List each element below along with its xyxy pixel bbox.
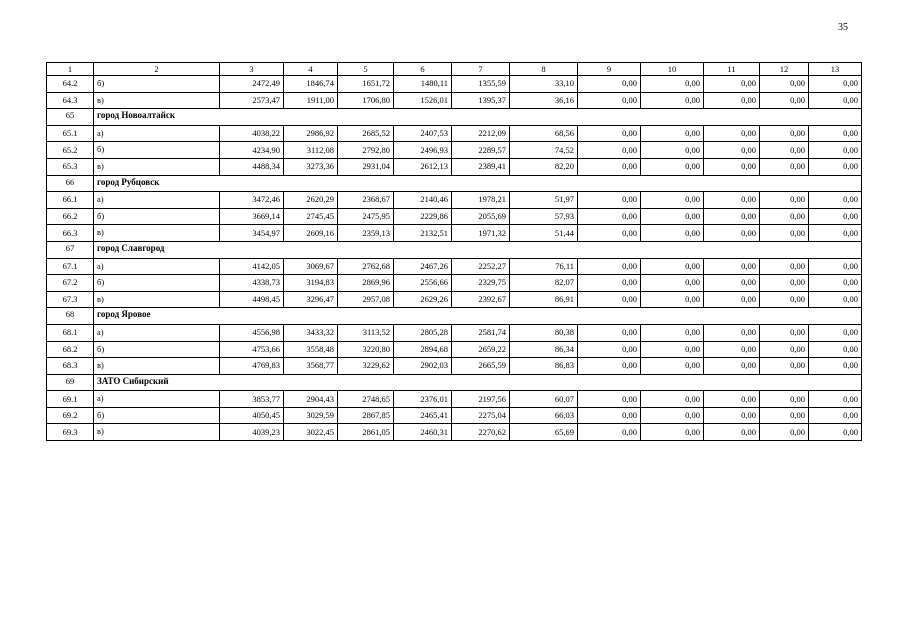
table-cell: 3296,47	[284, 291, 338, 308]
section-number: 67	[47, 241, 94, 258]
row-number: 68.2	[47, 341, 94, 358]
table-cell: 0,00	[704, 341, 760, 358]
table-cell: 0,00	[704, 76, 760, 93]
table-cell: 74,52	[510, 142, 578, 159]
column-header: 1	[47, 63, 94, 76]
table-cell: 66,03	[510, 407, 578, 424]
table-cell: 2792,80	[338, 142, 394, 159]
table-cell: 0,00	[809, 291, 862, 308]
table-row	[47, 208, 862, 225]
row-number: 68.3	[47, 358, 94, 375]
table-cell: 0,00	[641, 391, 704, 408]
table-cell: 3558,48	[284, 341, 338, 358]
table-cell: 2609,16	[284, 225, 338, 242]
section-title: город Яровое	[94, 308, 862, 325]
table-cell: 0,00	[641, 324, 704, 341]
table-cell: 3022,45	[284, 424, 338, 441]
column-number-row	[47, 63, 862, 76]
table-cell: 0,00	[704, 391, 760, 408]
column-header: 12	[760, 63, 809, 76]
table-cell: 2229,86	[394, 208, 452, 225]
table-cell: 0,00	[641, 258, 704, 275]
table-cell: 2957,08	[338, 291, 394, 308]
table-cell: 3220,80	[338, 341, 394, 358]
table-cell: 0,00	[760, 275, 809, 292]
table-cell: 2805,28	[394, 324, 452, 341]
table-cell: 0,00	[809, 258, 862, 275]
table-cell: 0,00	[578, 208, 641, 225]
row-number: 67.3	[47, 291, 94, 308]
table-cell: 0,00	[704, 258, 760, 275]
table-cell: 0,00	[760, 407, 809, 424]
page-number: 35	[838, 22, 848, 33]
table-cell: 65,69	[510, 424, 578, 441]
table-cell: 0,00	[578, 258, 641, 275]
table-cell: 0,00	[809, 407, 862, 424]
table-cell: 0,00	[641, 424, 704, 441]
row-number: 66.3	[47, 225, 94, 242]
table-cell: 0,00	[760, 125, 809, 142]
table-cell: 60,07	[510, 391, 578, 408]
section-row	[47, 175, 862, 192]
table-cell: 3112,08	[284, 142, 338, 159]
table-cell: 0,00	[578, 125, 641, 142]
table-cell: 0,00	[760, 391, 809, 408]
row-variant: в)	[94, 92, 220, 109]
table-cell: 4234,90	[220, 142, 284, 159]
column-header: 13	[809, 63, 862, 76]
table-cell: 3454,97	[220, 225, 284, 242]
table-cell: 1706,80	[338, 92, 394, 109]
row-number: 65.2	[47, 142, 94, 159]
table-row	[47, 341, 862, 358]
column-header: 4	[284, 63, 338, 76]
table-cell: 4498,45	[220, 291, 284, 308]
table-cell: 2270,62	[452, 424, 510, 441]
table-cell: 0,00	[760, 225, 809, 242]
table-cell: 2665,59	[452, 358, 510, 375]
table-cell: 2460,31	[394, 424, 452, 441]
table-cell: 0,00	[641, 76, 704, 93]
table-cell: 0,00	[704, 125, 760, 142]
table-row	[47, 275, 862, 292]
table-cell: 3669,14	[220, 208, 284, 225]
table-cell: 2252,27	[452, 258, 510, 275]
table-cell: 0,00	[760, 358, 809, 375]
table-cell: 0,00	[704, 291, 760, 308]
table-row	[47, 125, 862, 142]
table-cell: 0,00	[578, 275, 641, 292]
table-cell: 4038,22	[220, 125, 284, 142]
table-row	[47, 92, 862, 109]
table-cell: 0,00	[641, 358, 704, 375]
table-cell: 68,56	[510, 125, 578, 142]
table-cell: 0,00	[641, 407, 704, 424]
table-cell: 4050,45	[220, 407, 284, 424]
row-variant: а)	[94, 258, 220, 275]
table-cell: 2055,69	[452, 208, 510, 225]
table-cell: 0,00	[704, 92, 760, 109]
table-cell: 3069,67	[284, 258, 338, 275]
table-row	[47, 142, 862, 159]
table-cell: 2685,52	[338, 125, 394, 142]
row-number: 69.3	[47, 424, 94, 441]
row-variant: а)	[94, 391, 220, 408]
table-cell: 2573,47	[220, 92, 284, 109]
table-cell: 82,20	[510, 158, 578, 175]
table-cell: 1355,59	[452, 76, 510, 93]
section-row	[47, 374, 862, 391]
column-header: 9	[578, 63, 641, 76]
table-row	[47, 358, 862, 375]
table-cell: 2140,46	[394, 192, 452, 209]
table-cell: 2869,96	[338, 275, 394, 292]
section-row	[47, 241, 862, 258]
table-cell: 2629,26	[394, 291, 452, 308]
table-cell: 51,44	[510, 225, 578, 242]
table-cell: 0,00	[578, 391, 641, 408]
column-header: 11	[704, 63, 760, 76]
row-number: 65.3	[47, 158, 94, 175]
row-variant: б)	[94, 208, 220, 225]
table-cell: 3853,77	[220, 391, 284, 408]
table-cell: 0,00	[760, 258, 809, 275]
table-cell: 2556,66	[394, 275, 452, 292]
table-cell: 0,00	[578, 142, 641, 159]
table-cell: 0,00	[641, 125, 704, 142]
column-header: 2	[94, 63, 220, 76]
table-cell: 2467,26	[394, 258, 452, 275]
row-variant: в)	[94, 225, 220, 242]
row-variant: а)	[94, 192, 220, 209]
table-cell: 4338,73	[220, 275, 284, 292]
table-cell: 4488,34	[220, 158, 284, 175]
section-title: город Славгород	[94, 241, 862, 258]
table-cell: 0,00	[809, 391, 862, 408]
table-cell: 0,00	[704, 275, 760, 292]
table-cell: 0,00	[641, 158, 704, 175]
table-cell: 2407,53	[394, 125, 452, 142]
table-cell: 86,83	[510, 358, 578, 375]
table-cell: 0,00	[760, 291, 809, 308]
table-row	[47, 192, 862, 209]
table-cell: 0,00	[578, 92, 641, 109]
table-cell: 1846,74	[284, 76, 338, 93]
table-cell: 0,00	[809, 192, 862, 209]
table-cell: 2465,41	[394, 407, 452, 424]
table-row	[47, 225, 862, 242]
row-number: 64.2	[47, 76, 94, 93]
table-cell: 0,00	[704, 192, 760, 209]
table-cell: 86,91	[510, 291, 578, 308]
table-cell: 0,00	[809, 358, 862, 375]
table-cell: 1971,32	[452, 225, 510, 242]
table-cell: 4142,05	[220, 258, 284, 275]
table-row	[47, 324, 862, 341]
table-cell: 2329,75	[452, 275, 510, 292]
table-cell: 0,00	[704, 142, 760, 159]
table-cell: 2392,67	[452, 291, 510, 308]
table-cell: 2289,57	[452, 142, 510, 159]
table-cell: 2368,67	[338, 192, 394, 209]
row-variant: в)	[94, 158, 220, 175]
table-cell: 2745,45	[284, 208, 338, 225]
table-cell: 0,00	[760, 158, 809, 175]
table-cell: 2376,01	[394, 391, 452, 408]
table-cell: 0,00	[760, 142, 809, 159]
section-title: город Рубцовск	[94, 175, 862, 192]
table-cell: 3433,32	[284, 324, 338, 341]
row-number: 67.1	[47, 258, 94, 275]
table-cell: 0,00	[704, 324, 760, 341]
table-cell: 36,16	[510, 92, 578, 109]
row-number: 67.2	[47, 275, 94, 292]
table-cell: 76,11	[510, 258, 578, 275]
table-cell: 33,10	[510, 76, 578, 93]
table-cell: 0,00	[578, 192, 641, 209]
table-cell: 0,00	[704, 208, 760, 225]
table-cell: 4556,98	[220, 324, 284, 341]
table-cell: 2986,92	[284, 125, 338, 142]
section-title: город Новоалтайск	[94, 109, 862, 126]
column-header: 10	[641, 63, 704, 76]
table-row	[47, 391, 862, 408]
table-cell: 0,00	[809, 125, 862, 142]
table-cell: 4769,83	[220, 358, 284, 375]
table-cell: 2748,65	[338, 391, 394, 408]
table-cell: 2894,68	[394, 341, 452, 358]
table-cell: 2931,04	[338, 158, 394, 175]
table-row	[47, 407, 862, 424]
table-cell: 2620,29	[284, 192, 338, 209]
table-cell: 0,00	[704, 158, 760, 175]
table-cell: 0,00	[578, 324, 641, 341]
table-cell: 2659,22	[452, 341, 510, 358]
table-cell: 0,00	[809, 324, 862, 341]
table-cell: 2496,93	[394, 142, 452, 159]
table-cell: 0,00	[578, 424, 641, 441]
table-cell: 0,00	[641, 291, 704, 308]
table-cell: 4039,23	[220, 424, 284, 441]
column-header: 7	[452, 63, 510, 76]
row-variant: б)	[94, 76, 220, 93]
row-number: 64.3	[47, 92, 94, 109]
table-cell: 0,00	[641, 225, 704, 242]
table-row	[47, 424, 862, 441]
table-cell: 0,00	[809, 208, 862, 225]
table-cell: 0,00	[578, 158, 641, 175]
row-variant: в)	[94, 291, 220, 308]
section-title: ЗАТО Сибирский	[94, 374, 862, 391]
table-cell: 0,00	[760, 76, 809, 93]
column-header: 3	[220, 63, 284, 76]
table-cell: 2212,09	[452, 125, 510, 142]
table-cell: 0,00	[809, 225, 862, 242]
row-variant: в)	[94, 358, 220, 375]
table-body	[47, 76, 862, 441]
table-cell: 0,00	[809, 341, 862, 358]
row-variant: б)	[94, 142, 220, 159]
table-cell: 0,00	[641, 142, 704, 159]
table-cell: 0,00	[704, 407, 760, 424]
section-number: 66	[47, 175, 94, 192]
section-row	[47, 109, 862, 126]
table-cell: 0,00	[809, 142, 862, 159]
table-cell: 0,00	[760, 192, 809, 209]
table-cell: 0,00	[760, 208, 809, 225]
table-cell: 0,00	[578, 225, 641, 242]
row-variant: б)	[94, 407, 220, 424]
table-cell: 2867,85	[338, 407, 394, 424]
table-cell: 0,00	[760, 341, 809, 358]
row-variant: а)	[94, 324, 220, 341]
table-cell: 3472,46	[220, 192, 284, 209]
table-cell: 0,00	[704, 358, 760, 375]
table-cell: 0,00	[578, 407, 641, 424]
table-row	[47, 76, 862, 93]
row-variant: б)	[94, 275, 220, 292]
table-row	[47, 158, 862, 175]
column-header: 5	[338, 63, 394, 76]
row-number: 66.1	[47, 192, 94, 209]
row-number: 68.1	[47, 324, 94, 341]
table-cell: 2275,04	[452, 407, 510, 424]
table-cell: 2389,41	[452, 158, 510, 175]
table-cell: 3029,59	[284, 407, 338, 424]
table-cell: 57,93	[510, 208, 578, 225]
table-cell: 86,34	[510, 341, 578, 358]
table-cell: 0,00	[578, 358, 641, 375]
row-variant: а)	[94, 125, 220, 142]
table-cell: 0,00	[809, 76, 862, 93]
table-cell: 1395,37	[452, 92, 510, 109]
table-cell: 2197,56	[452, 391, 510, 408]
table-cell: 0,00	[760, 324, 809, 341]
table-cell: 1480,11	[394, 76, 452, 93]
table-cell: 3229,62	[338, 358, 394, 375]
tariff-table	[46, 62, 862, 441]
table-cell: 0,00	[641, 92, 704, 109]
table-cell: 2902,03	[394, 358, 452, 375]
table-cell: 0,00	[641, 192, 704, 209]
row-number: 69.2	[47, 407, 94, 424]
table-cell: 51,97	[510, 192, 578, 209]
table-cell: 0,00	[760, 424, 809, 441]
table-cell: 0,00	[578, 76, 641, 93]
table-cell: 2581,74	[452, 324, 510, 341]
section-number: 69	[47, 374, 94, 391]
table-cell: 2132,51	[394, 225, 452, 242]
table-cell: 0,00	[578, 341, 641, 358]
column-header: 8	[510, 63, 578, 76]
table-cell: 0,00	[809, 424, 862, 441]
table-cell: 0,00	[641, 341, 704, 358]
section-number: 68	[47, 308, 94, 325]
section-number: 65	[47, 109, 94, 126]
table-row	[47, 258, 862, 275]
table-cell: 0,00	[704, 424, 760, 441]
table-cell: 2472,49	[220, 76, 284, 93]
table-cell: 82,07	[510, 275, 578, 292]
table-cell: 2762,68	[338, 258, 394, 275]
table-cell: 3113,52	[338, 324, 394, 341]
row-variant: б)	[94, 341, 220, 358]
table-cell: 0,00	[641, 275, 704, 292]
table-cell: 4753,66	[220, 341, 284, 358]
table-cell: 1911,00	[284, 92, 338, 109]
table-cell: 0,00	[641, 208, 704, 225]
table-cell: 0,00	[704, 225, 760, 242]
table-cell: 80,38	[510, 324, 578, 341]
table-cell: 3273,36	[284, 158, 338, 175]
table-cell: 0,00	[760, 92, 809, 109]
row-number: 65.1	[47, 125, 94, 142]
table-cell: 0,00	[809, 158, 862, 175]
table-row	[47, 291, 862, 308]
row-variant: в)	[94, 424, 220, 441]
table-cell: 2904,43	[284, 391, 338, 408]
table-cell: 2861,05	[338, 424, 394, 441]
table-cell: 1651,72	[338, 76, 394, 93]
table-cell: 1978,21	[452, 192, 510, 209]
table-cell: 0,00	[578, 291, 641, 308]
table-cell: 2475,95	[338, 208, 394, 225]
table-cell: 2612,13	[394, 158, 452, 175]
table-cell: 0,00	[809, 92, 862, 109]
table-cell: 1526,01	[394, 92, 452, 109]
table-cell: 0,00	[809, 275, 862, 292]
table-cell: 3568,77	[284, 358, 338, 375]
section-row	[47, 308, 862, 325]
table-cell: 2359,13	[338, 225, 394, 242]
table-cell: 3194,83	[284, 275, 338, 292]
row-number: 69.1	[47, 391, 94, 408]
column-header: 6	[394, 63, 452, 76]
row-number: 66.2	[47, 208, 94, 225]
